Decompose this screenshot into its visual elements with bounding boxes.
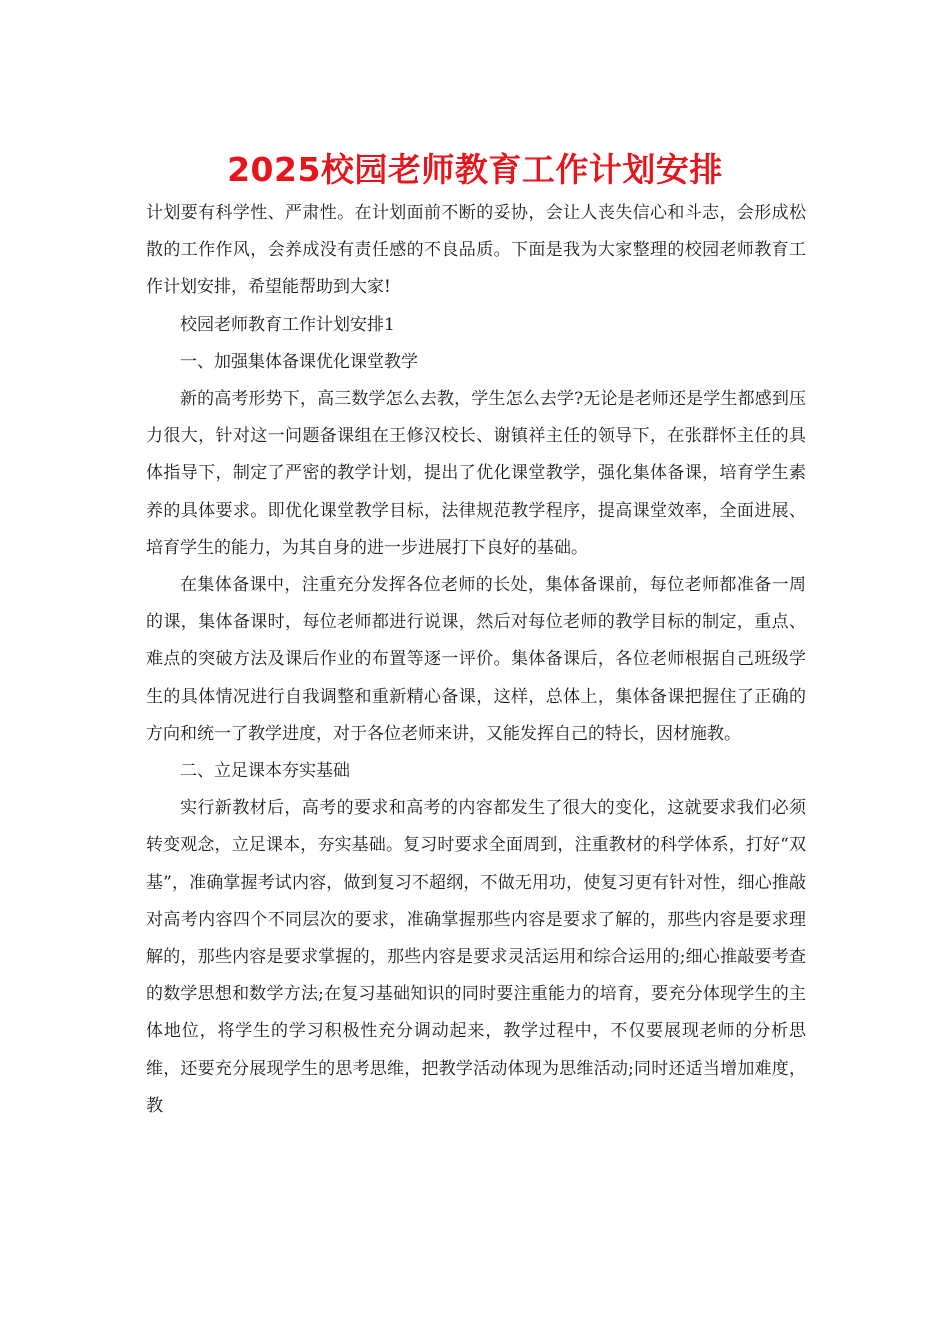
- intro-paragraph: 计划要有科学性、严肃性。在计划面前不断的妥协，会让人丧失信心和斗志，会形成松散的工作作风，会养成没有责任感的不良品质。下面是我为大家整理的校园老师教育工作计划安排，希望能帮助到大家!: [146, 203, 806, 298]
- document-body: [146, 195, 806, 1125]
- body-paragraph: 新的高考形势下，高三数学怎么去教，学生怎么去学?无论是老师还是学生都感到压力很大，针对这一问题备课组在王修汉校长、谢镇祥主任的领导下，在张群怀主任的具体指导下，制定了严密的教学计划，提出了优化课堂教学，强化集体备课，培育学生素养的具体要求。即优化课堂教学目标，法律规范教学程序，提高课堂效率，全面进展、培育学生的能力，为其自身的进一步进展打下良好的基础。: [146, 389, 806, 558]
- subsection-heading-1: 一、加强集体备课优化课堂教学: [180, 351, 418, 372]
- body-paragraph: 实行新教材后，高考的要求和高考的内容都发生了很大的变化，这就要求我们必须转变观念，立足课本，夯实基础。复习时要求全面周到，注重教材的科学体系，打好“双基”，准确掌握考试内容，做到复习不超纲，不做无用功，使复习更有针对性，细心推敲对高考内容四个不同层次的要求，准确掌握那些内容是要求了解的，那些内容是要求理解的，那些内容是要求掌握的，那些内容是要求灵活运用和综合运用的;细心推敲要考查的数学思想和数学方法;在复习基础知识的同时要注重能力的培育，要充分体现学生的主体地位，将学生的学习积极性充分调动起来，教学过程中，不仅要展现老师的分析思维，还要充分展现学生的思考思维，把教学活动体现为思维活动;同时还适当增加难度，教: [146, 798, 806, 1116]
- page-title: 2025校园老师教育工作计划安排: [227, 150, 723, 189]
- body-paragraph: 在集体备课中，注重充分发挥各位老师的长处，集体备课前，每位老师都准备一周的课，集体备课时，每位老师都进行说课，然后对每位老师的教学目标的制定，重点、难点的突破方法及课后作业的布置等逐一评价。集体备课后，各位老师根据自己班级学生的具体情况进行自我调整和重新精心备课，这样，总体上，集体备课把握住了正确的方向和统一了教学进度，对于各位老师来讲，又能发挥自己的特长，因材施教。: [146, 575, 806, 744]
- section-title: 校园老师教育工作计划安排1: [180, 314, 395, 335]
- subsection-heading-2: 二、立足课本夯实基础: [180, 761, 350, 782]
